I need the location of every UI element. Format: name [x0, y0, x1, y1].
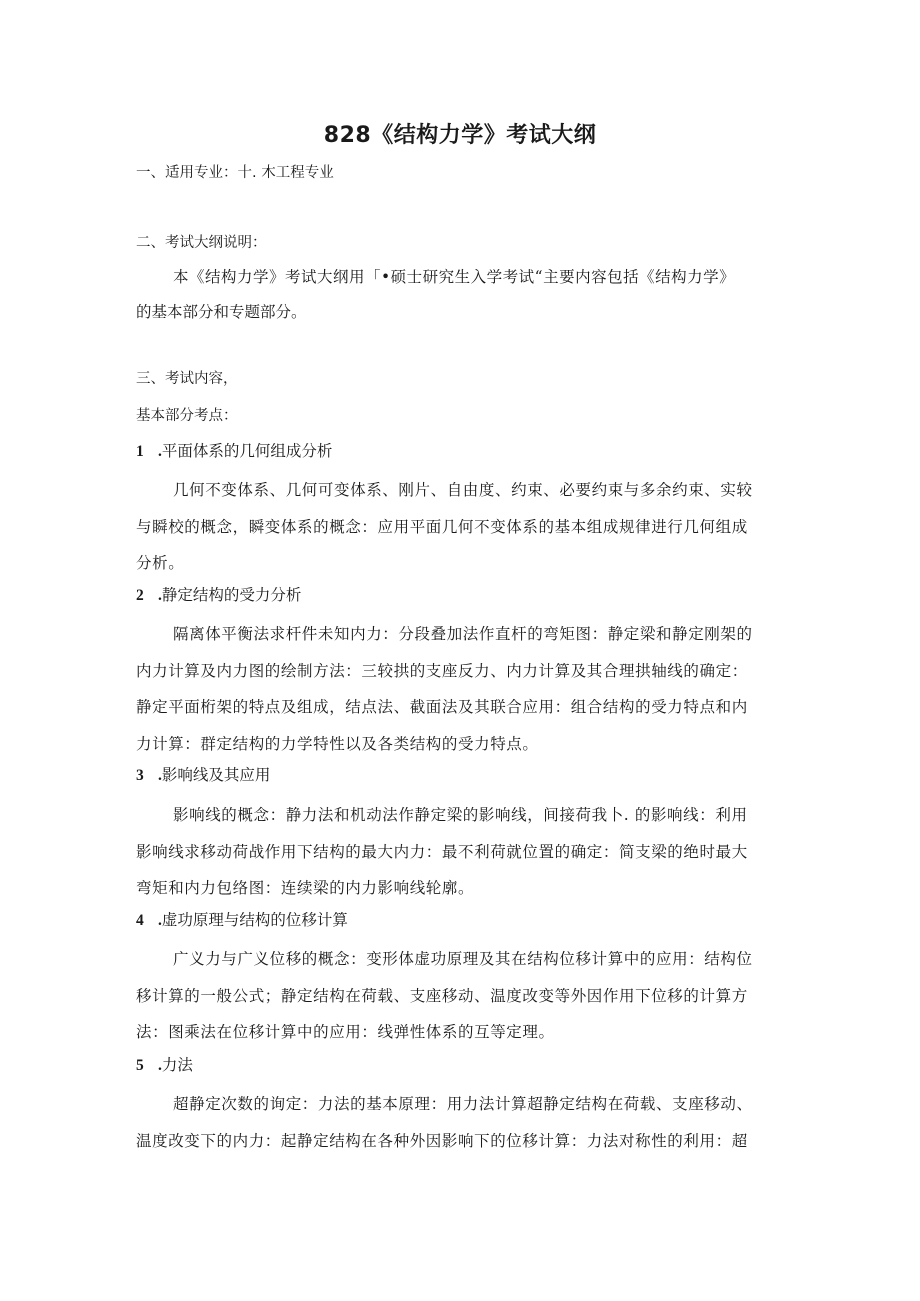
- item-body-line: 移计算的一般公式；静定结构在荷载、支座移动、温度改变等外因作用下位移的计算方: [136, 986, 748, 1005]
- item-body-line: 分析。: [136, 554, 185, 572]
- item-body-line: 隔离体平衡法求杆件未知内力：分段叠加法作直杆的弯矩图：静定梁和静定刚架的: [173, 625, 753, 643]
- item-heading: 4 .虚功原理与结构的位移计算: [136, 911, 348, 929]
- item-number: 2: [136, 587, 144, 604]
- item-body: [136, 1086, 786, 1159]
- section-outline-heading: 二、考试大纲说明：: [136, 235, 267, 251]
- item-number: 1: [136, 443, 144, 460]
- item-heading: 2 .静定结构的受力分析: [136, 586, 302, 604]
- item-heading: 5 .力法: [136, 1056, 193, 1074]
- item-body-line: 法：图乘法在位移计算中的应用：线弹性体系的互等定理。: [136, 1023, 555, 1041]
- item-body: [136, 472, 786, 582]
- item-title: 影响线及其应用: [161, 766, 271, 784]
- page-title: 828《结构力学》考试大纲: [323, 123, 597, 148]
- item-heading: 1 .平面体系的几何组成分析: [136, 442, 333, 460]
- item-body-line: 力计算：群定结构的力学特性以及各类结构的受力特点。: [136, 734, 539, 753]
- item-body-line: 与瞬校的概念，瞬变体系的概念：应用平面几何不变体系的基本组成规律进行几何组成: [136, 517, 748, 536]
- item-number: 5: [136, 1057, 144, 1074]
- item-title: 力法: [161, 1056, 193, 1074]
- section-content-heading: 三、考试内容，: [136, 371, 238, 387]
- item-body-line: 影响线求移动荷战作用下结构的最大内力：最不利荷就位置的确定：简支梁的绝时最大: [136, 842, 748, 861]
- item-body-line: 几何不变体系、几何可变体系、刚片、自由度、约束、必要约束与多余约束、实较: [173, 481, 753, 499]
- item-body: [136, 941, 786, 1051]
- section-applicable-major: 一、适用专业：十. 木工程专业: [136, 165, 334, 181]
- item-body: [136, 616, 786, 762]
- item-body: [136, 797, 786, 907]
- item-body-line: 温度改变下的内力：起静定结构在各种外因影响下的位移计算：力法对称性的利用：超: [136, 1131, 748, 1150]
- basic-part-heading: 基本部分考点：: [136, 408, 238, 424]
- item-title: 平面体系的几何组成分析: [161, 442, 333, 460]
- item-title: 静定结构的受力分析: [161, 586, 302, 604]
- item-number: 4: [136, 912, 144, 929]
- item-body-line: 内力计算及内力图的绘制方法：三较拱的支座反力、内力计算及其合理拱轴线的确定：: [136, 661, 748, 680]
- item-body-line: 影响线的概念：静力法和机动法作静定梁的影响线，间接荷我卜. 的影响线：利用: [173, 806, 748, 824]
- item-body-line: 广义力与广义位移的概念：变形体虚功原理及其在结构位移计算中的应用：结构位: [173, 950, 753, 968]
- item-body-line: 弯矩和内力包络图：连续梁的内力影响线轮廓。: [136, 879, 475, 897]
- item-title: 虚功原理与结构的位移计算: [161, 911, 348, 929]
- item-body-line: 超静定次数的询定：力法的基本原理：用力法计算超静定结构在荷载、支座移动、: [173, 1095, 753, 1113]
- item-heading: 3 .影响线及其应用: [136, 766, 271, 784]
- section-outline-line-2: 的基本部分和专题部分。: [136, 303, 307, 321]
- item-body-line: 静定平面桁架的特点及组成，结点法、截面法及其联合应用：组合结构的受力特点和内: [136, 698, 748, 716]
- section-outline-line-1: 本《结构力学》考试大纲用「•硕士研究生入学考试“主要内容包括《结构力学》: [173, 268, 736, 286]
- item-number: 3: [136, 767, 144, 784]
